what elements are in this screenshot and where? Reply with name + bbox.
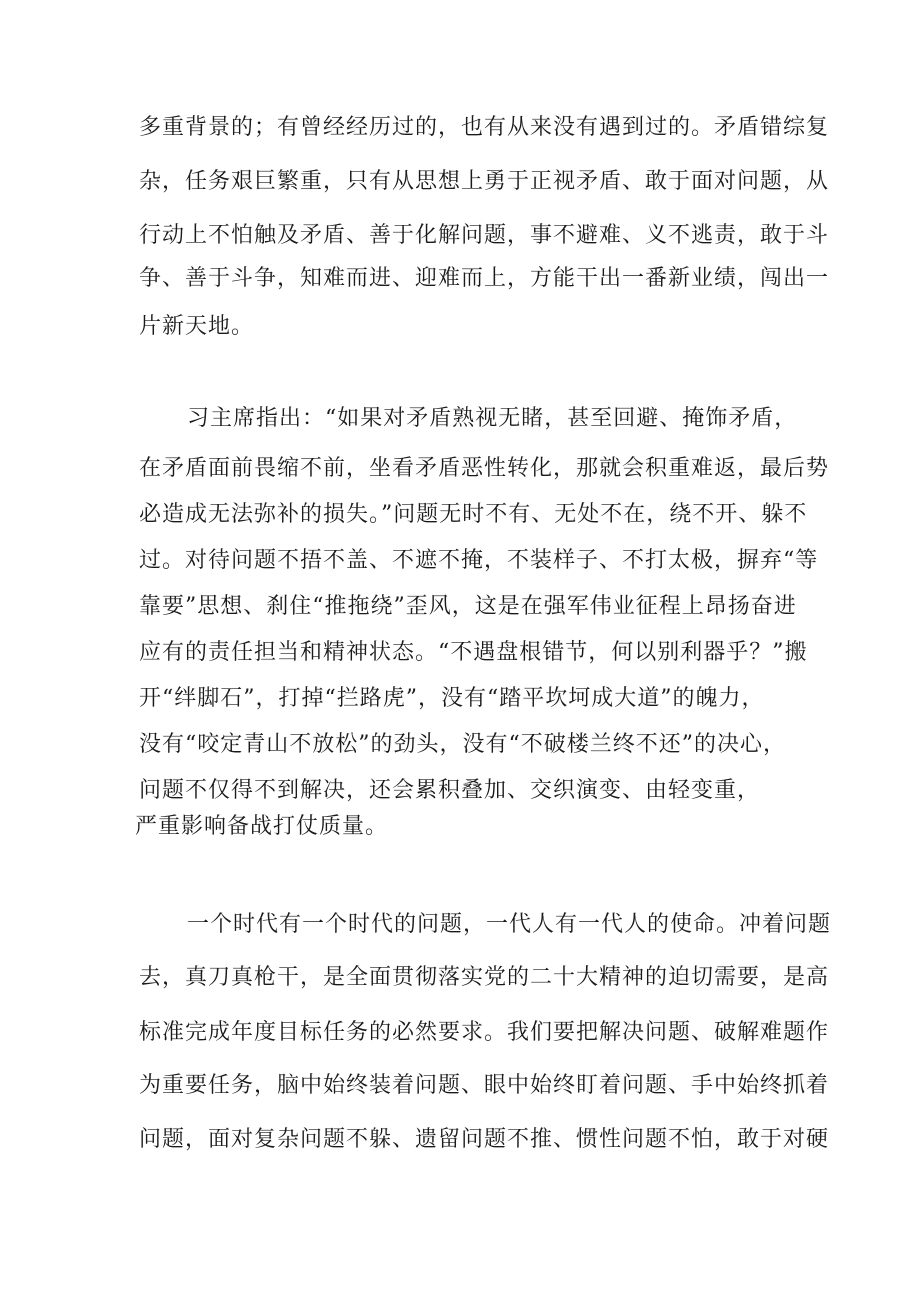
text-line: 靠要”思想、刹住“推拖绕”歪风，这是在强军伟业征程上昂扬奋进 — [139, 594, 797, 619]
text-line: 争、善于斗争，知难而进、迎难而上，方能干出一番新业绩，闯出一 — [139, 266, 830, 291]
text-line: 严重影响备战打仗质量。 — [135, 814, 389, 839]
text-line: 在矛盾面前畏缩不前，坐看矛盾恶性转化，那就会积重难返，最后势 — [139, 456, 830, 481]
text-line: 问题，面对复杂问题不躲、遗留问题不推、惯性问题不怕，敢于对硬 — [139, 1127, 830, 1152]
text-line: 为重要任务，脑中始终装着问题、眼中始终盯着问题、手中始终抓着 — [139, 1073, 830, 1098]
text-line: 杂，任务艰巨繁重，只有从思想上勇于正视矛盾、敢于面对问题，从 — [139, 169, 830, 194]
text-line: 行动上不怕触及矛盾、善于化解问题，事不避难、义不逃责，敢于斗 — [139, 223, 830, 248]
text-line: 习主席指出：“如果对矛盾熟视无睹，甚至回避、掩饰矛盾， — [187, 406, 798, 431]
text-line: 一个时代有一个时代的问题，一代人有一代人的使命。冲着问题 — [187, 912, 832, 937]
text-line: 没有“咬定青山不放松”的劲头，没有“不破楼兰终不还”的决心， — [139, 732, 786, 757]
text-line: 过。对待问题不捂不盖、不遮不掩，不装样子、不打太极，摒弃“等 — [139, 548, 819, 573]
text-line: 去，真刀真枪干，是全面贯彻落实党的二十大精神的迫切需要，是高 — [139, 965, 830, 990]
text-line: 标准完成年度目标任务的必然要求。我们要把解决问题、破解难题作 — [139, 1020, 830, 1045]
text-line: 片新天地。 — [139, 314, 255, 339]
text-line: 多重背景的；有曾经经历过的，也有从来没有遇到过的。矛盾错综复 — [139, 115, 830, 140]
text-line: 问题不仅得不到解决，还会累积叠加、交织演变、由轻变重， — [139, 778, 761, 803]
text-line: 必造成无法弥补的损失。”问题无时不有、无处不在，绕不开、躲不 — [139, 502, 808, 527]
text-line: 应有的责任担当和精神状态。“不遇盘根错节，何以别利器乎？”搬 — [139, 640, 808, 665]
text-line: 开“绊脚石”，打掉“拦路虎”，没有“踏平坎坷成大道”的魄力， — [139, 686, 765, 711]
